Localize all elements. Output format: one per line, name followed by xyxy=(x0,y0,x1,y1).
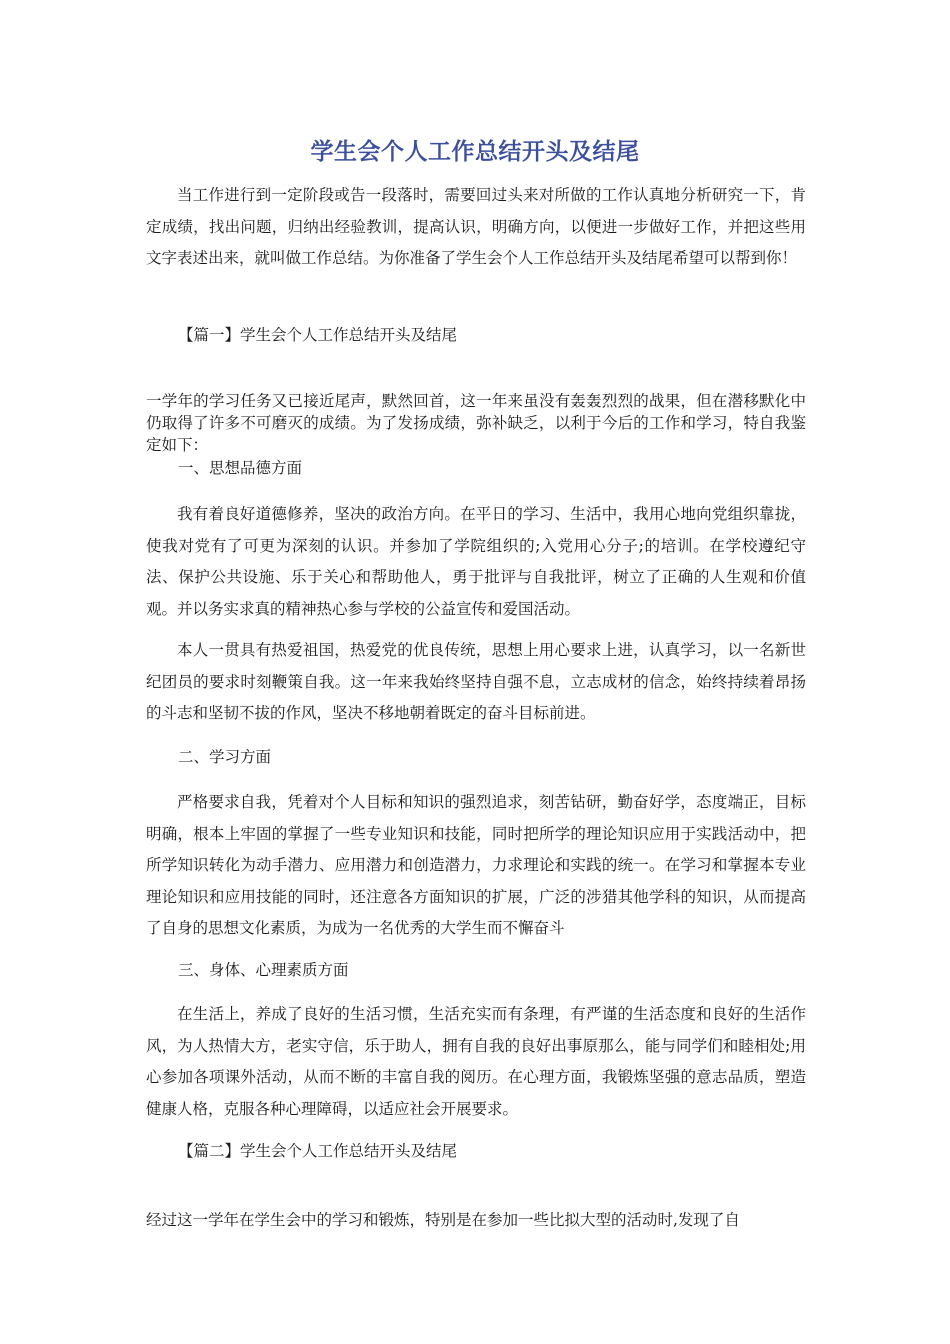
section1-heading: 【篇一】学生会个人工作总结开头及结尾 xyxy=(178,326,458,344)
sub1-paragraph-2: 本人一贯具有热爱祖国，热爱党的优良传统，思想上用心要求上进，认真学习，以一名新世纪团员的要求时刻鞭策自我。这一年来我始终坚持自强不息，立志成材的信念，始终持续着昂扬的斗志和坚韧不拔的作风，坚决不移地朝着既定的奋斗目标前进。 xyxy=(146,641,806,722)
section2-opening-paragraph: 经过这一学年在学生会中的学习和锻炼，特别是在参加一些比拟大型的活动时,发现了自 xyxy=(146,1211,740,1229)
intro-paragraph: 当工作进行到一定阶段或告一段落时，需要回过头来对所做的工作认真地分析研究一下，肯定成绩，找出问题，归纳出经验教训，提高认识，明确方向，以便进一步做好工作，并把这些用文字表述出来，就叫做工作总结。为你准备了学生会个人工作总结开头及结尾希望可以帮到你！ xyxy=(146,186,806,267)
sub2-paragraph-1: 严格要求自我，凭着对个人目标和知识的强烈追求，刻苦钻研，勤奋好学，态度端正，目标明确，根本上牢固的掌握了一些专业知识和技能，同时把所学的理论知识应用于实践活动中，把所学知识转化为动手潜力、应用潜力和创造潜力，力求理论和实践的统一。在学习和掌握本专业理论知识和应用技能的同时，还注意各方面知识的扩展，广泛的涉猎其他学科的知识，从而提高了自身的思想文化素质，为成为一名优秀的大学生而不懈奋斗 xyxy=(146,793,806,937)
section1-opening-paragraph: 一学年的学习任务又已接近尾声，默然回首，这一年来虽没有轰轰烈烈的战果，但在潜移默化中仍取得了许多不可磨灭的成绩。为了发扬成绩，弥补缺乏，以利于今后的工作和学习，特自我鉴定如下： xyxy=(146,392,806,454)
sub2-heading: 二、学习方面 xyxy=(178,748,272,766)
document-title: 学生会个人工作总结开头及结尾 xyxy=(310,139,640,165)
section2-heading: 【篇二】学生会个人工作总结开头及结尾 xyxy=(178,1142,458,1160)
sub3-paragraph-1: 在生活上，养成了良好的生活习惯，生活充实而有条理，有严谨的生活态度和良好的生活作风，为人热情大方，老实守信，乐于助人，拥有自我的良好出事原那么，能与同学们和睦相处;用心参加各项课外活动，从而不断的丰富自我的阅历。在心理方面，我锻炼坚强的意志品质，塑造健康人格，克服各种心理障碍，以适应社会开展要求。 xyxy=(146,1005,806,1118)
sub1-paragraph-1: 我有着良好道德修养，坚决的政治方向。在平日的学习、生活中，我用心地向党组织靠拢，使我对党有了可更为深刻的认识。并参加了学院组织的;入党用心分子;的培训。在学校遵纪守法、保护公共设施、乐于关心和帮助他人，勇于批评与自我批评，树立了正确的人生观和价值观。并以务实求真的精神热心参与学校的公益宣传和爱国活动。 xyxy=(146,505,806,618)
sub3-heading: 三、身体、心理素质方面 xyxy=(178,961,349,979)
sub1-heading: 一、思想品德方面 xyxy=(178,459,303,477)
